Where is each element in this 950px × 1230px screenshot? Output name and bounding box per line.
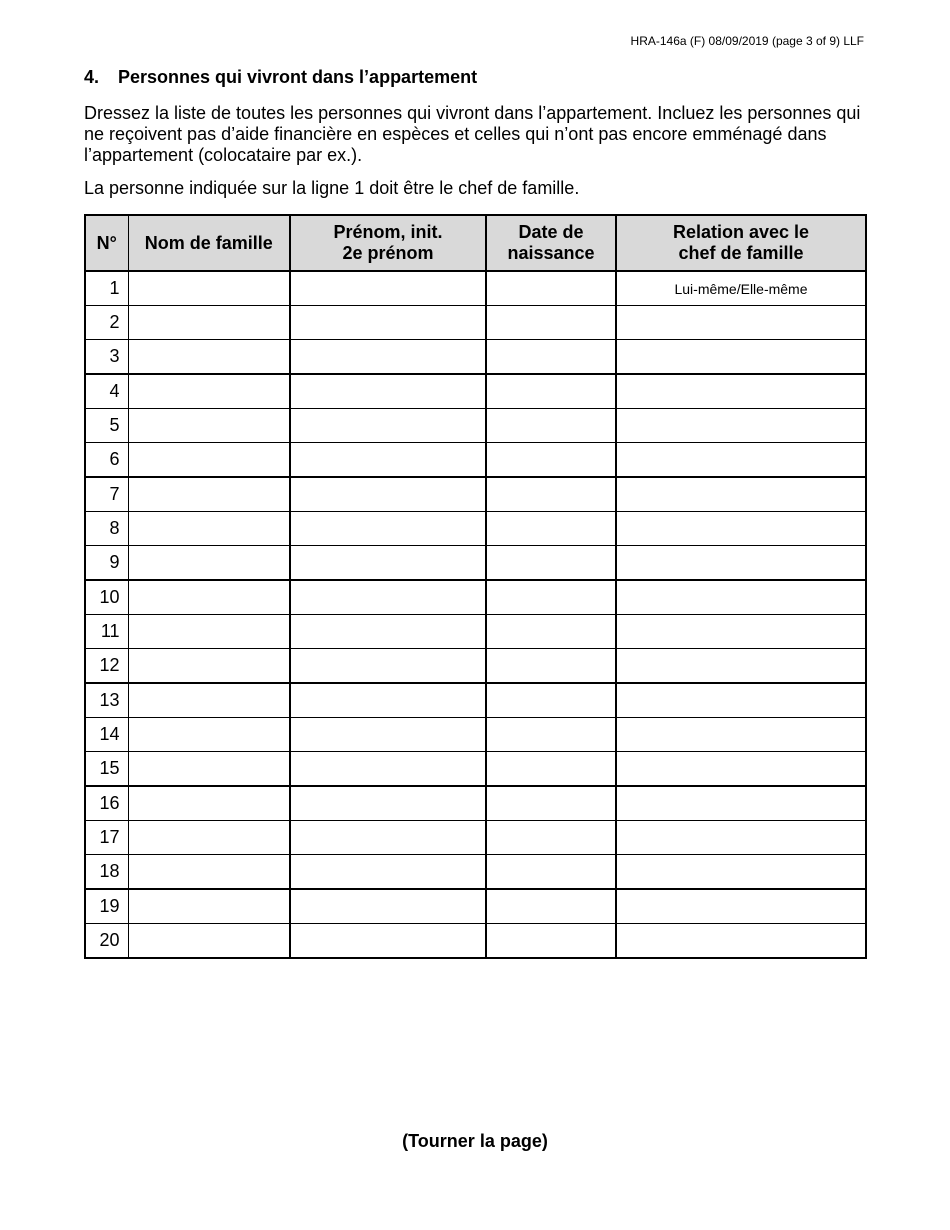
date-of-birth-cell[interactable] bbox=[486, 889, 616, 924]
relation-cell[interactable] bbox=[616, 752, 866, 787]
row-number: 1 bbox=[85, 271, 128, 306]
header-relation-line1: Relation avec le bbox=[672, 222, 810, 242]
header-no: N° bbox=[85, 215, 128, 271]
section-number: 4. bbox=[84, 67, 100, 87]
table-row bbox=[85, 821, 866, 855]
row-number: 16 bbox=[85, 786, 128, 821]
table-row bbox=[85, 409, 866, 443]
first-name-cell[interactable] bbox=[290, 683, 486, 718]
header-dob-line1: Date de bbox=[518, 222, 584, 242]
date-of-birth-cell[interactable] bbox=[486, 786, 616, 821]
header-date-of-birth bbox=[486, 215, 616, 271]
table-row bbox=[85, 889, 866, 924]
first-name-cell[interactable] bbox=[290, 752, 486, 787]
first-name-cell[interactable] bbox=[290, 340, 486, 375]
date-of-birth-cell[interactable] bbox=[486, 443, 616, 478]
first-name-cell[interactable] bbox=[290, 615, 486, 649]
section-instructions: Dressez la liste de toutes les personnes qui vivront dans l’appartement. Incluez les personnes qui ne reçoivent pas d’aide financière en espèces et celles qui n’ont pas encore emménagé dans l’appartement (colocataire par ex.). bbox=[84, 103, 861, 165]
row-number: 2 bbox=[85, 306, 128, 340]
relation-cell[interactable] bbox=[616, 409, 866, 443]
row-number: 5 bbox=[85, 409, 128, 443]
first-name-cell[interactable] bbox=[290, 477, 486, 512]
table-row bbox=[85, 718, 866, 752]
relation-cell[interactable] bbox=[616, 718, 866, 752]
last-name-cell[interactable] bbox=[128, 821, 290, 855]
date-of-birth-cell[interactable] bbox=[486, 477, 616, 512]
first-name-cell[interactable] bbox=[290, 374, 486, 409]
table-header-row bbox=[85, 215, 866, 271]
last-name-cell[interactable] bbox=[128, 340, 290, 375]
table-row bbox=[85, 649, 866, 684]
table-row bbox=[85, 512, 866, 546]
relation-cell[interactable] bbox=[616, 786, 866, 821]
date-of-birth-cell[interactable] bbox=[486, 855, 616, 890]
table-row bbox=[85, 546, 866, 581]
date-of-birth-cell[interactable] bbox=[486, 821, 616, 855]
table-row bbox=[85, 615, 866, 649]
date-of-birth-cell[interactable] bbox=[486, 546, 616, 581]
row-number: 19 bbox=[85, 889, 128, 924]
last-name-cell[interactable] bbox=[128, 718, 290, 752]
date-of-birth-cell[interactable] bbox=[486, 374, 616, 409]
section-title-text: Personnes qui vivront dans l’appartement bbox=[118, 67, 478, 87]
household-members-table bbox=[84, 214, 867, 959]
first-name-cell[interactable] bbox=[290, 580, 486, 615]
table-row bbox=[85, 271, 866, 306]
last-name-cell[interactable] bbox=[128, 615, 290, 649]
relation-cell[interactable] bbox=[616, 683, 866, 718]
date-of-birth-cell[interactable] bbox=[486, 683, 616, 718]
row-number: 11 bbox=[85, 615, 128, 649]
relation-cell[interactable] bbox=[616, 443, 866, 478]
relation-cell[interactable] bbox=[616, 924, 866, 959]
date-of-birth-cell[interactable] bbox=[486, 306, 616, 340]
header-last-name: Nom de famille bbox=[128, 215, 290, 271]
date-of-birth-cell[interactable] bbox=[486, 271, 616, 306]
first-name-cell[interactable] bbox=[290, 786, 486, 821]
first-name-cell[interactable] bbox=[290, 821, 486, 855]
date-of-birth-cell[interactable] bbox=[486, 615, 616, 649]
last-name-cell[interactable] bbox=[128, 443, 290, 478]
first-name-cell[interactable] bbox=[290, 409, 486, 443]
last-name-cell[interactable] bbox=[128, 409, 290, 443]
row-number: 14 bbox=[85, 718, 128, 752]
relation-cell[interactable] bbox=[616, 580, 866, 615]
header-first-name bbox=[290, 215, 486, 271]
row-number: 7 bbox=[85, 477, 128, 512]
last-name-cell[interactable] bbox=[128, 649, 290, 684]
row-number: 3 bbox=[85, 340, 128, 375]
first-name-cell[interactable] bbox=[290, 443, 486, 478]
row-number: 20 bbox=[85, 924, 128, 959]
date-of-birth-cell[interactable] bbox=[486, 512, 616, 546]
table-row bbox=[85, 855, 866, 890]
first-name-cell[interactable] bbox=[290, 889, 486, 924]
first-name-cell[interactable] bbox=[290, 546, 486, 581]
first-name-cell[interactable] bbox=[290, 306, 486, 340]
date-of-birth-cell[interactable] bbox=[486, 752, 616, 787]
date-of-birth-cell[interactable] bbox=[486, 580, 616, 615]
section-title bbox=[84, 67, 477, 88]
first-name-cell[interactable] bbox=[290, 855, 486, 890]
row-number: 12 bbox=[85, 649, 128, 684]
first-name-cell[interactable] bbox=[290, 271, 486, 306]
relation-cell[interactable] bbox=[616, 477, 866, 512]
table-row bbox=[85, 374, 866, 409]
relation-cell[interactable] bbox=[616, 649, 866, 684]
last-name-cell[interactable] bbox=[128, 683, 290, 718]
relation-cell[interactable] bbox=[616, 374, 866, 409]
last-name-cell[interactable] bbox=[128, 786, 290, 821]
date-of-birth-cell[interactable] bbox=[486, 409, 616, 443]
relation-cell[interactable] bbox=[616, 306, 866, 340]
table-row bbox=[85, 580, 866, 615]
date-of-birth-cell[interactable] bbox=[486, 718, 616, 752]
first-name-cell[interactable] bbox=[290, 718, 486, 752]
table-row bbox=[85, 306, 866, 340]
row-number: 8 bbox=[85, 512, 128, 546]
relation-cell[interactable] bbox=[616, 340, 866, 375]
form-id: HRA-146a (F) 08/09/2019 (page 3 of 9) LLF bbox=[630, 34, 864, 48]
table-row bbox=[85, 477, 866, 512]
last-name-cell[interactable] bbox=[128, 374, 290, 409]
first-name-cell[interactable] bbox=[290, 512, 486, 546]
last-name-cell[interactable] bbox=[128, 580, 290, 615]
relation-cell[interactable] bbox=[616, 512, 866, 546]
last-name-cell[interactable] bbox=[128, 512, 290, 546]
first-name-cell[interactable] bbox=[290, 924, 486, 959]
last-name-cell[interactable] bbox=[128, 752, 290, 787]
row-number: 6 bbox=[85, 443, 128, 478]
relation-cell[interactable] bbox=[616, 546, 866, 581]
turn-page-label: (Tourner la page) bbox=[402, 1131, 548, 1151]
last-name-cell[interactable] bbox=[128, 546, 290, 581]
row-number: 18 bbox=[85, 855, 128, 890]
header-relation bbox=[616, 215, 866, 271]
row-number: 9 bbox=[85, 546, 128, 581]
row-number: 10 bbox=[85, 580, 128, 615]
first-name-cell[interactable] bbox=[290, 649, 486, 684]
date-of-birth-cell[interactable] bbox=[486, 340, 616, 375]
head-of-household-note: La personne indiquée sur la ligne 1 doit être le chef de famille. bbox=[84, 178, 580, 198]
header-first-name-line1: Prénom, init. bbox=[333, 222, 443, 242]
row-number: 4 bbox=[85, 374, 128, 409]
table-row bbox=[85, 340, 866, 375]
relation-cell[interactable]: Lui-même/Elle-même bbox=[616, 271, 866, 306]
header-relation-line2: chef de famille bbox=[678, 243, 804, 263]
date-of-birth-cell[interactable] bbox=[486, 649, 616, 684]
table-row bbox=[85, 752, 866, 787]
last-name-cell[interactable] bbox=[128, 924, 290, 959]
table-row bbox=[85, 683, 866, 718]
table-row bbox=[85, 443, 866, 478]
date-of-birth-cell[interactable] bbox=[486, 924, 616, 959]
table-row bbox=[85, 924, 866, 959]
last-name-cell[interactable] bbox=[128, 889, 290, 924]
row-number: 17 bbox=[85, 821, 128, 855]
relation-cell[interactable] bbox=[616, 889, 866, 924]
header-dob-line2: naissance bbox=[507, 243, 595, 263]
last-name-cell[interactable] bbox=[128, 306, 290, 340]
header-first-name-line2: 2e prénom bbox=[342, 243, 434, 263]
last-name-cell[interactable] bbox=[128, 271, 290, 306]
row-number: 13 bbox=[85, 683, 128, 718]
last-name-cell[interactable] bbox=[128, 477, 290, 512]
table-body bbox=[85, 271, 866, 958]
row-number: 15 bbox=[85, 752, 128, 787]
relation-cell[interactable] bbox=[616, 855, 866, 890]
relation-cell[interactable] bbox=[616, 615, 866, 649]
table-row bbox=[85, 786, 866, 821]
relation-cell[interactable] bbox=[616, 821, 866, 855]
last-name-cell[interactable] bbox=[128, 855, 290, 890]
